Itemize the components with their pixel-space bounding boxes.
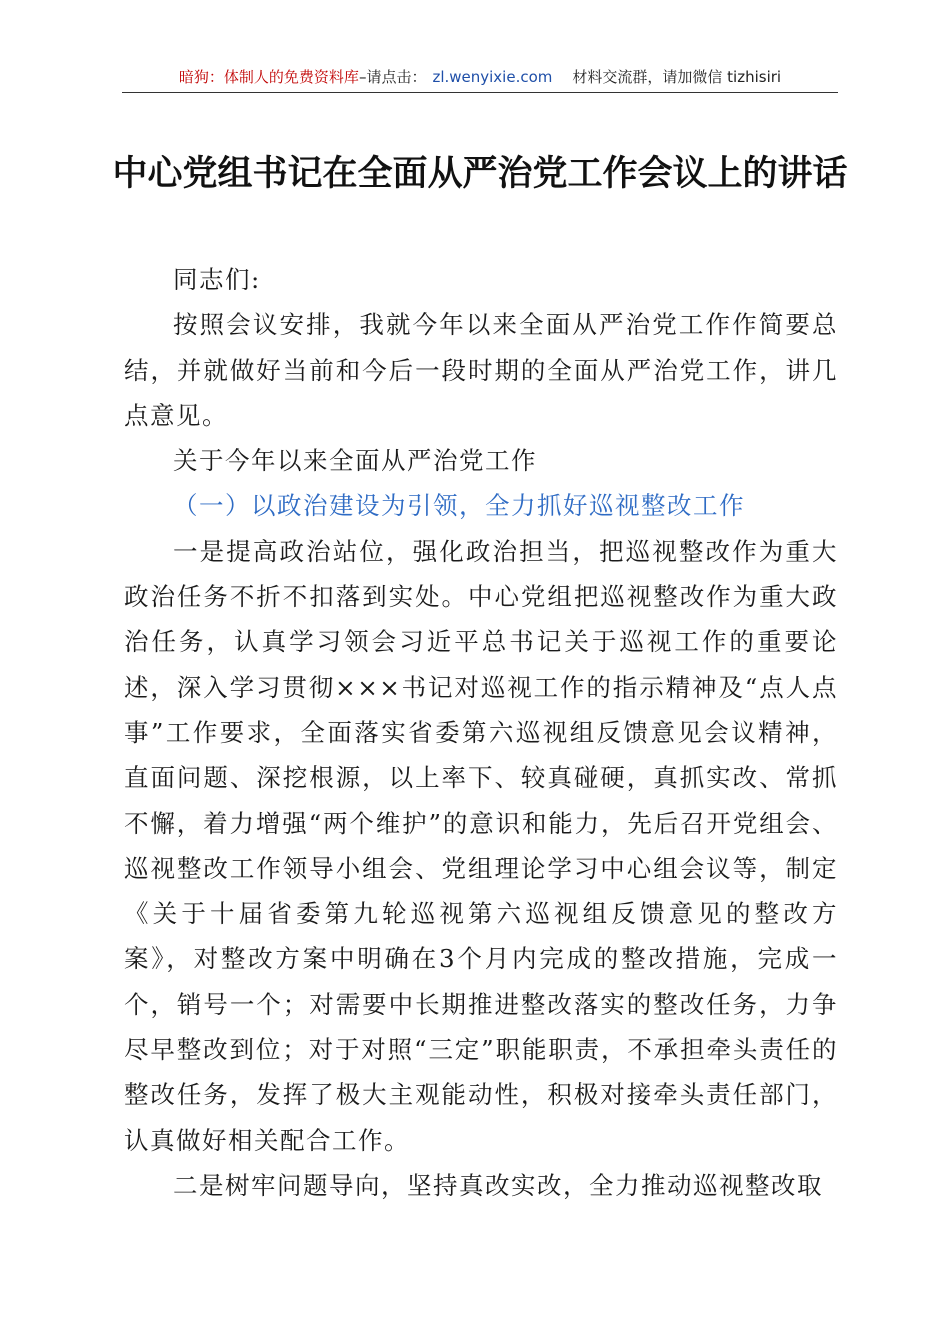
- salutation: 同志们:: [173, 265, 261, 294]
- site-link[interactable]: zl.wenyixie.com: [432, 68, 553, 86]
- paragraph-1: 一是提高政治站位，强化政治担当，把巡视整改作为重大政治任务不折不扣落到实处。中心党组把巡视整改作为重大政治任务，认真学习领会习近平总书记关于巡视工作的重要论述，深入学习贯彻×××书记对巡视工作的指示精神及“点人点事”工作要求，全面落实省委第六巡视组反馈意见会议精神，直面问题、深挖根源，以上率下、较真碰硬，真抓实改、常抓不懈，着力增强“两个维护”的意识和能力，先后召开党组会、巡视整改工作领导小组会、党组理论学习中心组会议等，制定《关于十届省委第九轮巡视第六巡视组反馈意见的整改方案》，对整改方案中明确在3个月内完成的整改措施，完成一个，销号一个；对需要中长期推进整改落实的整改任务，力争尽早整改到位；对于对照“三定”职能职责，不承担牵头责任的整改任务，发挥了极大主观能动性，积极对接牵头责任部门，认真做好相关配合工作。: [124, 536, 838, 1155]
- click-prompt: –请点击：: [358, 68, 427, 86]
- intro-paragraph: 按照会议安排，我就今年以来全面从严治党工作作简要总结，并就做好当前和今后一段时期的全面从严治党工作，讲几点意见。: [124, 310, 838, 430]
- subsection-heading: （一）以政治建设为引领，全力抓好巡视整改工作: [173, 491, 745, 521]
- paragraph-2: 二是树牢问题导向，坚持真改实改，全力推动巡视整改取: [173, 1170, 823, 1200]
- site-name: 暗狗：体制人的免费资料库: [178, 68, 359, 86]
- document-title: 中心党组书记在全面从严治党工作会议上的讲话: [112, 154, 848, 194]
- page-header: [122, 66, 838, 88]
- group-note: 材料交流群，请加微信 tizhisiri: [572, 68, 782, 86]
- document-body: [124, 257, 838, 1208]
- header-divider: [122, 92, 838, 93]
- section-heading: 关于今年以来全面从严治党工作: [173, 446, 537, 476]
